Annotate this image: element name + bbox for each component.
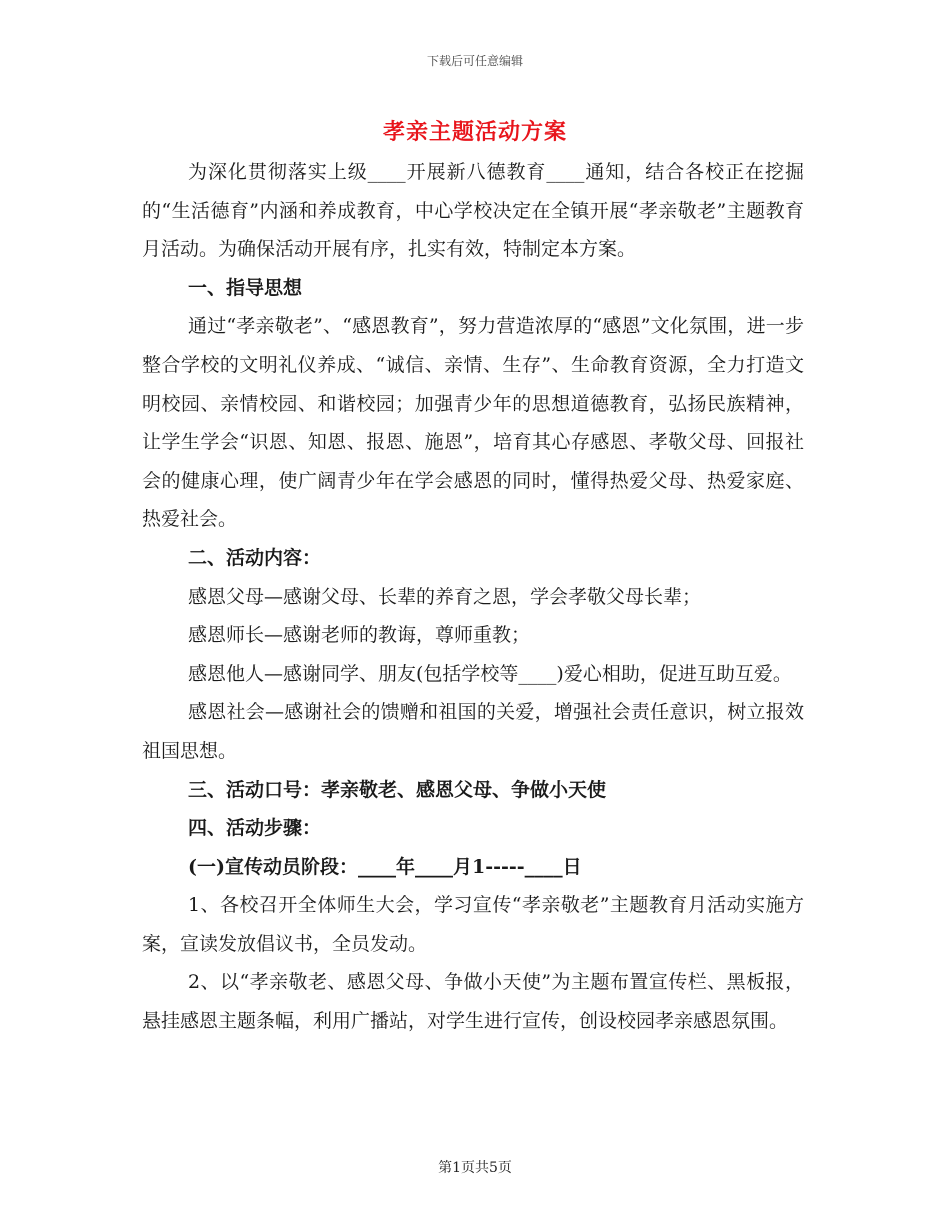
content-item-teachers: 感恩师长—感谢老师的教诲，尊师重教； bbox=[188, 624, 531, 647]
step-item-2: 2、以“孝亲敬老、感恩父母、争做小天使”为主题布置宣传栏、黑板报，悬挂感恩主题条幅，利用广播站，对学生进行宣传，创设校园孝亲感恩氛围。 bbox=[142, 971, 804, 1033]
document-body bbox=[142, 153, 804, 1041]
section-heading-guiding-idea: 一、指导思想 bbox=[188, 276, 303, 299]
section-heading-slogan: 三、活动口号：孝亲敬老、感恩父母、争做小天使 bbox=[188, 778, 607, 801]
section-heading-activity-content: 二、活动内容： bbox=[188, 546, 322, 569]
guiding-idea-paragraph: 通过“孝亲敬老”、“感恩教育”，努力营造浓厚的“感恩”文化氛围，进一步整合学校的文明礼仪养成、“诚信、亲情、生存”、生命教育资源，全力打造文明校园、亲情校园、和谐校园；加强青少年的思想道德教育，弘扬民族精神，让学生学会“识恩、知恩、报恩、施恩”，培育其心存感恩、孝敬父母、回报社会的健康心理，使广阔青少年在学会感恩的同时，懂得热爱父母、热爱家庭、热爱社会。 bbox=[142, 315, 804, 531]
content-item-others: 感恩他人—感谢同学、朋友(包括学校等____)爱心相助，促进互助互爱。 bbox=[188, 662, 792, 685]
step-item-1: 1、各校召开全体师生大会，学习宣传“孝亲敬老”主题教育月活动实施方案，宣读发放倡议书，全员发动。 bbox=[142, 894, 804, 955]
intro-paragraph: 为深化贯彻落实上级____开展新八德教育____通知，结合各校正在挖掘的“生活德育”内涵和养成教育，中心学校决定在全镇开展“孝亲敬老”主题教育月活动。为确保活动开展有序，扎实有效，特制定本方案。 bbox=[142, 161, 804, 261]
page-header-note: 下载后可任意编辑 bbox=[426, 54, 523, 68]
section-heading-steps: 四、活动步骤： bbox=[188, 817, 322, 840]
step-stage-publicity: (一)宣传动员阶段：____年____月1-----____日 bbox=[188, 855, 582, 878]
page-footer-number: 第1页共5页 bbox=[438, 1160, 512, 1176]
document-title: 孝亲主题活动方案 bbox=[382, 119, 567, 145]
content-item-parents: 感恩父母—感谢父母、长辈的养育之恩，学会孝敬父母长辈； bbox=[188, 585, 702, 608]
content-item-society: 感恩社会—感谢社会的馈赠和祖国的关爱，增强社会责任意识，树立报效祖国思想。 bbox=[142, 701, 804, 762]
